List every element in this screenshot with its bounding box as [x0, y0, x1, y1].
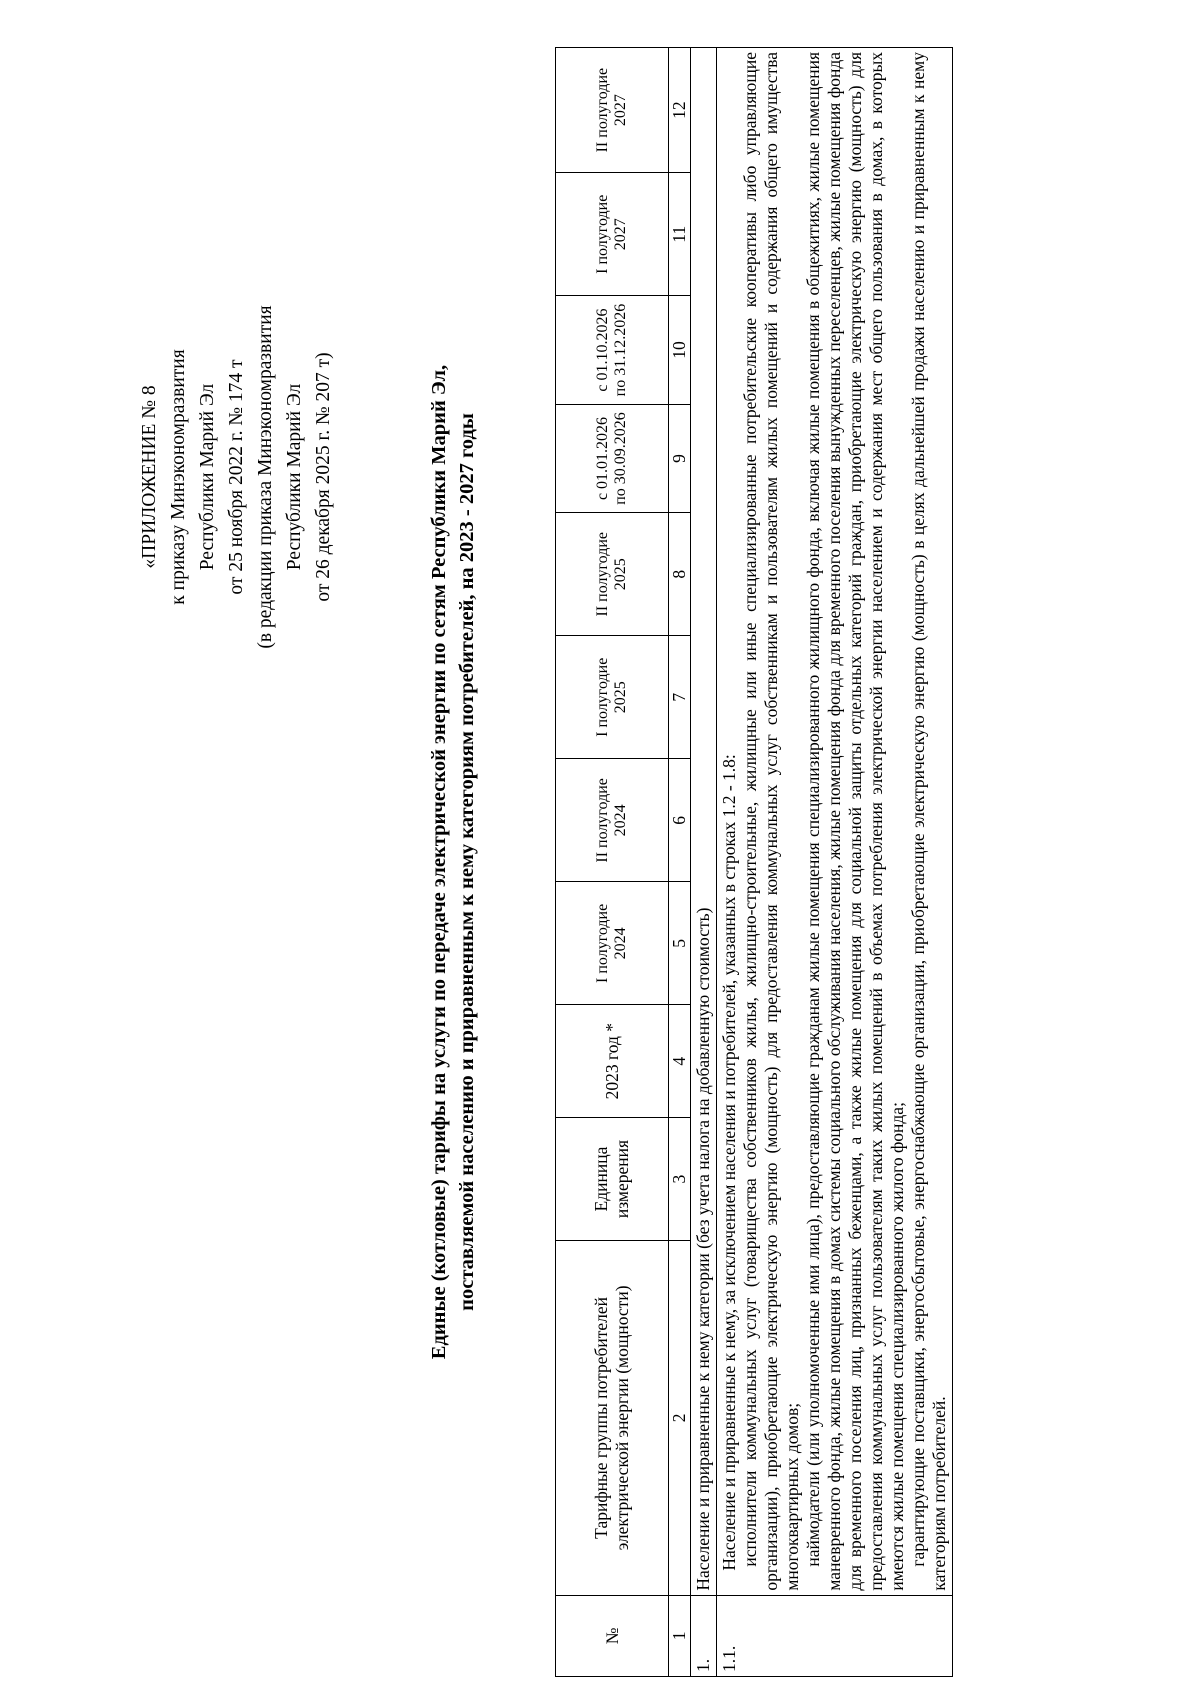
header-cell-h1-2027: I полугодие 2027: [556, 173, 669, 296]
header-cell-h1-2025: I полугодие 2025: [556, 636, 669, 759]
column-number: 10: [669, 296, 691, 404]
document-title: [425, 257, 481, 1467]
column-number: 2: [669, 1241, 691, 1596]
header-cell-h2-2024: II полугодие 2024: [556, 759, 669, 882]
description-paragraph: гарантирующие поставщики, энергосбытовые, энергоснабжающие организации, приобретающие электрическую энергию (мощность) в целях дальнейшей продажи населению и приравненным к нему категориям потребителей.: [908, 52, 949, 1591]
description-paragraph: исполнители коммунальных услуг (товарищества собственников жилья, жилищно-строительные, жилищные или иные специализированные потребительские кооперативы либо управляющие организации), приобретающие электрическую энергию (мощность) для предоставления коммунальных услуг собственникам и пользователям жилых помещений и содержания общего имущества многоквартирных домов;: [740, 52, 802, 1591]
column-number: 8: [669, 513, 691, 636]
table-header-row: [556, 48, 669, 1677]
appendix-header: [135, 267, 338, 687]
header-cell-h2-2025: II полугодие 2025: [556, 513, 669, 636]
table-row: [717, 48, 953, 1677]
header-cell-h2-2027: II полугодие 2027: [556, 48, 669, 173]
tariff-table: [555, 47, 953, 1677]
header-cell-number: №: [556, 1595, 669, 1676]
column-number: 7: [669, 636, 691, 759]
column-number: 6: [669, 759, 691, 882]
title-line-1: Единые (котловые) тарифы на услуги по передаче электрической энергии по сетям Республики Марий Эл,: [428, 364, 450, 1360]
header-cell-2023: 2023 год *: [556, 1005, 669, 1118]
category-description: [717, 48, 953, 1596]
edition-reference: (в редакции приказа Минэкономразвития: [255, 305, 276, 649]
edition-republic-name: Республики Марий Эл: [284, 383, 305, 571]
header-cell-2026-jan-sep: с 01.01.2026 по 30.09.2026: [556, 404, 669, 512]
table-row: [691, 48, 717, 1677]
column-number: 3: [669, 1118, 691, 1241]
order-reference: к приказу Минэкономразвития: [168, 349, 189, 605]
title-line-2: поставляемой населению и приравненным к нему категориям потребителей, на 2023 - 2027 годы: [456, 413, 478, 1311]
header-cell-tariff-groups: Тарифные группы потребителей электрической энергии (мощности): [556, 1241, 669, 1596]
description-paragraph: Население и приравненные к нему, за исключением населения и потребителей, указанных в строках 1.2 - 1.8:: [719, 754, 739, 1571]
column-number: 12: [669, 48, 691, 173]
appendix-number: «ПРИЛОЖЕНИЕ № 8: [139, 385, 160, 569]
column-number: 4: [669, 1005, 691, 1118]
column-number: 9: [669, 404, 691, 512]
header-cell-2026-oct-dec: с 01.10.2026 по 31.12.2026: [556, 296, 669, 404]
header-cell-h1-2024: I полугодие 2024: [556, 882, 669, 1005]
row-number: 1.: [691, 1595, 717, 1676]
header-cell-unit: Единица измерения: [556, 1118, 669, 1241]
order-date: от 25 ноября 2022 г. № 174 т: [226, 359, 247, 595]
edition-date: от 26 декабря 2025 г. № 207 т): [313, 352, 334, 602]
description-paragraph: наймодатели (или уполномоченные ими лица), предоставляющие гражданам жилые помещения специализированного жилищного фонда, включая жилые помещения в общежитиях, жилые помещения маневренного фонда, жилые помещения в домах системы социального обслуживания населения, жилые помещения фонда для временного поселения вынужденных переселенцев, жилые помещения фонда для временного поселения лиц, признанных беженцами, а также жилые помещения для социальной защиты отдельных категорий граждан, приобретающие электрическую энергию (мощность) для предоставления коммунальных услуг пользователям таких жилых помещений в объемах потребления электрической энергии населением и содержания мест общего пользования в домах, в которых имеются жилые помещения специализированного жилого фонда;: [803, 52, 907, 1591]
column-numbers-row: [669, 48, 691, 1677]
column-number: 11: [669, 173, 691, 296]
republic-name: Республики Марий Эл: [197, 383, 218, 571]
row-number: 1.1.: [717, 1595, 953, 1676]
column-number: 1: [669, 1595, 691, 1676]
category-heading: Население и приравненные к нему категории (без учета налога на добавленную стоимость): [691, 48, 717, 1596]
column-number: 5: [669, 882, 691, 1005]
